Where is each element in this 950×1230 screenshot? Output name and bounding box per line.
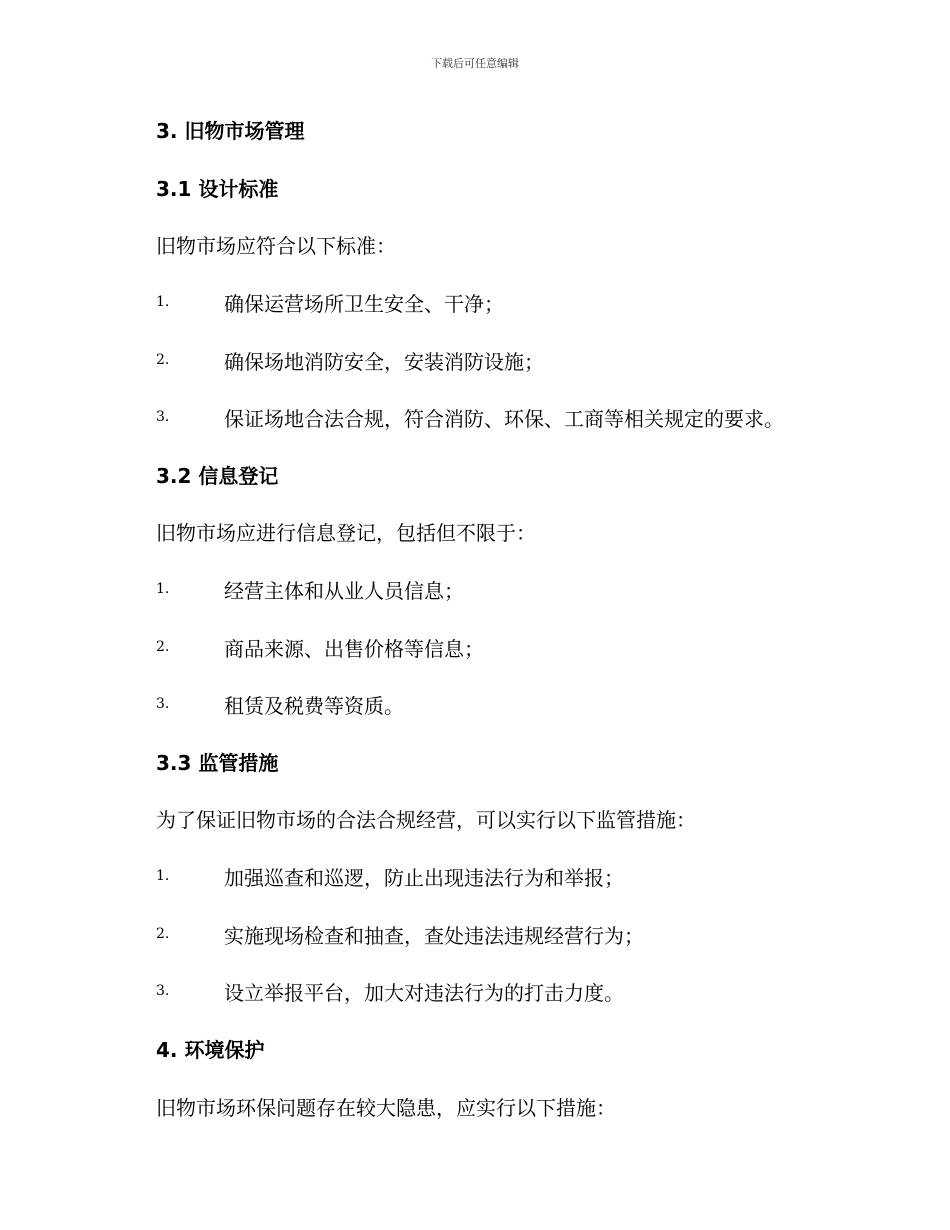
list-number: 3. xyxy=(156,696,170,712)
list-text: 经营主体和从业人员信息； xyxy=(224,579,464,603)
list-text: 租赁及税费等资质。 xyxy=(224,694,404,718)
list-text: 加强巡查和巡逻，防止出现违法行为和举报； xyxy=(224,866,624,890)
section-3-2-intro: 旧物市场应进行信息登记，包括但不限于： xyxy=(156,521,536,545)
list-number: 2. xyxy=(156,926,170,942)
section-4-heading: 4. 环境保护 xyxy=(156,1038,265,1062)
list-text: 确保运营场所卫生安全、干净； xyxy=(224,292,504,316)
list-text: 设立举报平台，加大对违法行为的打击力度。 xyxy=(224,981,624,1005)
list-number: 2. xyxy=(156,639,170,655)
list-text: 保证场地合法合规，符合消防、环保、工商等相关规定的要求。 xyxy=(224,407,784,431)
list-text: 商品来源、出售价格等信息； xyxy=(224,637,484,661)
list-number: 3. xyxy=(156,409,170,425)
list-number: 1. xyxy=(156,294,170,310)
list-text: 确保场地消防安全，安装消防设施； xyxy=(224,350,544,374)
page-header-note: 下载后可任意编辑 xyxy=(431,57,519,70)
section-4-intro: 旧物市场环保问题存在较大隐患，应实行以下措施： xyxy=(156,1096,616,1120)
section-3-1-intro: 旧物市场应符合以下标准： xyxy=(156,234,396,258)
list-number: 2. xyxy=(156,352,170,368)
list-number: 1. xyxy=(156,581,170,597)
section-3-2-heading: 3.2 信息登记 xyxy=(156,464,279,488)
section-3-3-heading: 3.3 监管措施 xyxy=(156,751,279,775)
list-text: 实施现场检查和抽查，查处违法违规经营行为； xyxy=(224,924,644,948)
list-number: 3. xyxy=(156,983,170,999)
section-3-3-intro: 为了保证旧物市场的合法合规经营，可以实行以下监管措施： xyxy=(156,808,696,832)
section-3-heading: 3. 旧物市场管理 xyxy=(156,119,305,143)
section-3-1-heading: 3.1 设计标准 xyxy=(156,177,279,201)
list-number: 1. xyxy=(156,868,170,884)
